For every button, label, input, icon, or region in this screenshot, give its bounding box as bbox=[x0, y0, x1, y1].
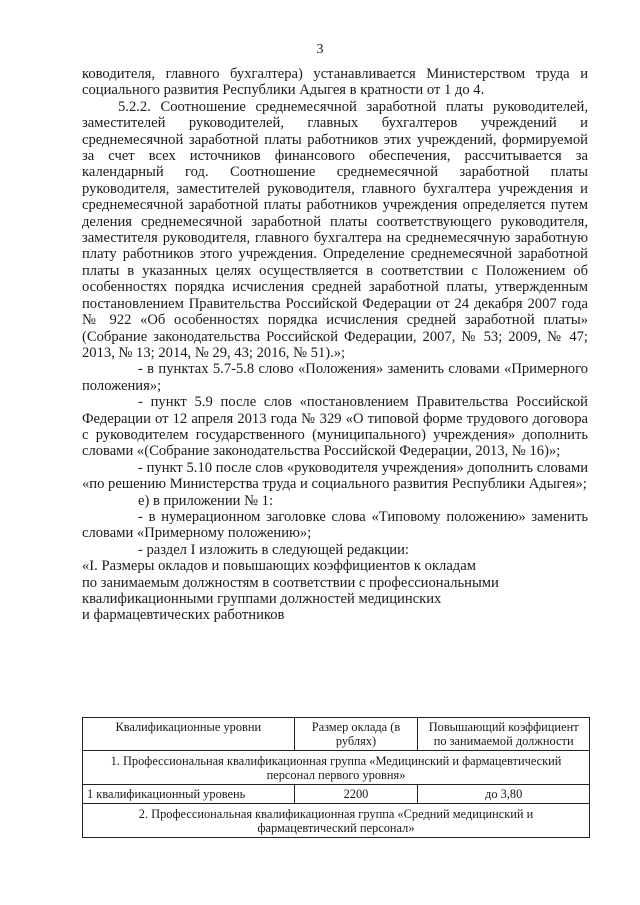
section-heading-line: квалификационными группами должностей медицинских bbox=[82, 591, 442, 607]
paragraph-item-5-7: - в пунктах 5.7-5.8 слово «Положения» заменить словами «Примерного положения»; bbox=[82, 361, 588, 394]
paragraph-appendix-1: е) в приложении № 1: bbox=[138, 492, 274, 509]
paragraph-5-2-2: 5.2.2. Соотношение среднемесячной заработной платы руководителей, заместителей руководителей, главных бухгалтеров учреждений и среднемесячной заработной платы работников этих учреждений, формируемой за счет всех источников финансового обеспечения, рассчитывается за календарный год. Соотношение среднемесячной заработной платы руководителя, заместителей руководителя, главного бухгалтера учреждения и среднемесячной заработной платы работников учреждения определяется путем деления среднемесячной заработной платы соответствующего руководителя, заместителя руководителя, главного бухгалтера на среднемесячную заработную плату работников этого учреждения. Определение среднемесячной заработной платы в указанных целях осуществляется в соответствии с Положением об особенностях порядка исчисления средней заработной платы, утвержденным постановлением Правительства Российской Федерации от 24 декабря 2007 года № 922 «Об особенностях порядка исчисления средней заработной платы» (Собрание законодательства Российской Федерации, 2007, № 53; 2009, № 47; 2013, № 13; 2014, № 29, 43; 2016, № 51).»; bbox=[82, 98, 588, 361]
group-1-title: 1. Профессиональная квалификационная группа «Медицинский и фармацевтический персонал первого уровня» bbox=[83, 751, 590, 785]
table-header-row bbox=[83, 718, 590, 751]
section-heading-line: «I. Размеры окладов и повышающих коэффициентов к окладам bbox=[82, 558, 476, 575]
header-levels: Квалификационные уровни bbox=[83, 718, 295, 751]
table-group-row bbox=[83, 751, 590, 785]
section-heading-line: по занимаемым должностям в соответствии с профессиональными bbox=[82, 574, 499, 591]
paragraph-item-5-9: - пункт 5.9 после слов «постановлением Правительства Российской Федерации от 12 апреля 2013 года № 329 «О типовой форме трудового договора с руководителем государственного (муниципального) учреждения» дополнить словами «(Собрание законодательства Российской Федерации, 2013, № 16)»; bbox=[82, 394, 588, 460]
table-group-row bbox=[83, 804, 590, 838]
salary-table bbox=[82, 717, 590, 838]
cell-coefficient: до 3,80 bbox=[418, 785, 590, 804]
section-heading bbox=[82, 558, 588, 624]
paragraph-item-5-10: - пункт 5.10 после слов «руководителя учреждения» дополнить словами «по решению Министерства труда и социального развития Республики Адыгея»; bbox=[82, 459, 588, 493]
table-row bbox=[83, 785, 590, 804]
paragraph-numbering-heading: - в нумерационном заголовке слова «Типовому положению» заменить словами «Примерному положению»; bbox=[82, 508, 588, 542]
cell-salary: 2200 bbox=[294, 785, 418, 804]
cell-level: 1 квалификационный уровень bbox=[83, 785, 295, 804]
group-2-title: 2. Профессиональная квалификационная группа «Средний медицинский и фармацевтический персонал» bbox=[83, 804, 590, 838]
paragraph-section-i: - раздел I изложить в следующей редакции: bbox=[138, 541, 409, 558]
header-salary: Размер оклада (в рублях) bbox=[294, 718, 418, 751]
section-heading-line: и фармацевтических работников bbox=[82, 607, 285, 624]
paragraph-continuation: ководителя, главного бухгалтера) устанавливается Министерством труда и социального развития Республики Адыгея в кратности от 1 до 4. bbox=[82, 66, 588, 99]
document-body bbox=[82, 66, 588, 624]
page-number: 3 bbox=[316, 42, 324, 57]
header-coefficient: Повышающий коэффициент по занимаемой должности bbox=[418, 718, 590, 751]
